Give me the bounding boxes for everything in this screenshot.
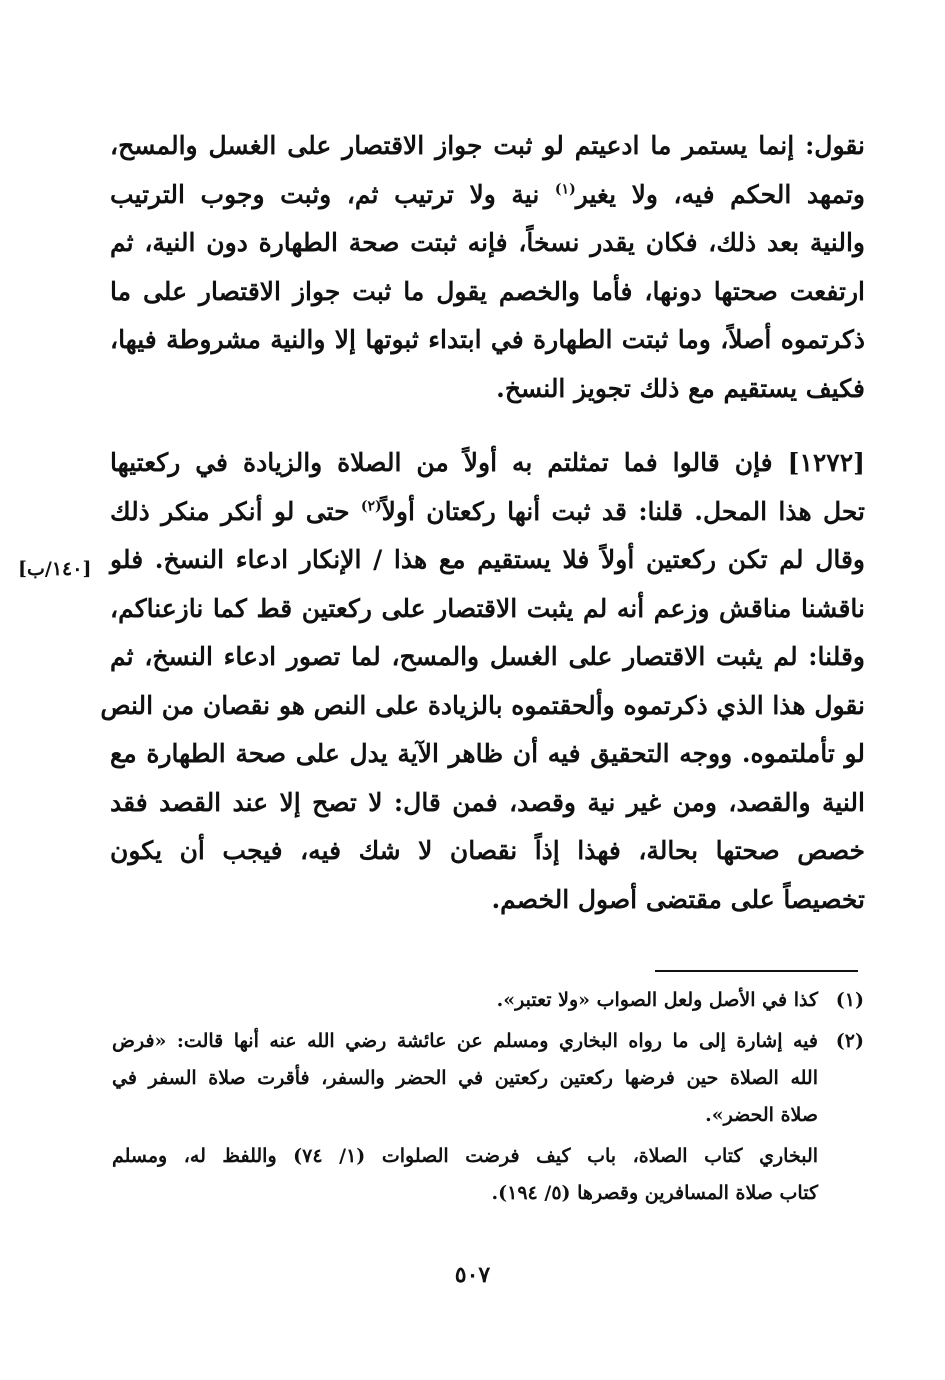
footnote-2-line: صلاة الحضر». xyxy=(705,1104,818,1126)
text-line xyxy=(110,171,865,220)
text-line: لو تأملتموه. ووجه التحقيق فيه أن ظاهر الآية يدل على صحة الطهارة مع xyxy=(110,739,865,768)
paragraph-number: [١٢٧٢] xyxy=(787,448,865,477)
text-line: ارتفعت صحتها دونها، فأما والخصم يقول ما ثبت جواز الاقتصار على ما xyxy=(110,276,865,306)
footnote-number: (٢) xyxy=(835,1030,864,1052)
text-line: خصص صحتها بحالة، فهذا إذاً نقصان لا شك فيه، فيجب أن يكون xyxy=(110,836,865,865)
footnote-1 xyxy=(112,982,864,1019)
footnotes xyxy=(112,982,864,1212)
text-segment: وتمهد الحكم فيه، ولا يغير xyxy=(575,179,865,209)
text-line: وقال لم تكن ركعتين أولاً فلا يستقيم مع هذا / الإنكار ادعاء النسخ. فلو xyxy=(110,545,865,574)
footnote-2-line xyxy=(112,1023,864,1060)
paragraph-gap xyxy=(110,413,865,439)
footnote-number: (١) xyxy=(835,989,864,1011)
footnote-marker: (١) xyxy=(554,181,576,198)
text-line: نقول هذا الذي ذكرتموه وألحقتموه بالزيادة على النص هو نقصان من النص xyxy=(100,690,865,720)
footnote-marker: (٢) xyxy=(360,498,382,515)
text-line: والنية بعد ذلك، فكان يقدر نسخاً، فإنه ثبتت صحة الطهارة دون النية، ثم xyxy=(110,228,865,257)
text-line: وقلنا: لم يثبت الاقتصار على الغسل والمسح، لما تصور ادعاء النسخ، ثم xyxy=(110,642,865,671)
footnote-2-source-line: كتاب صلاة المسافرين وقصرها (٥/ ١٩٤). xyxy=(491,1182,818,1204)
text-line: النية والقصد، ومن غير نية وقصد، فمن قال: لا تصح إلا عند القصد فقد xyxy=(110,787,865,817)
text-line: ناقشنا مناقش وزعم أنه لم يثبت الاقتصار على ركعتين قط كما نازعناكم، xyxy=(110,593,865,623)
page-number: ٥٠٧ xyxy=(454,1262,491,1288)
footnote-2-source-line: البخاري كتاب الصلاة، باب كيف فرضت الصلوات (١/ ٧٤) واللفظ له، ومسلم xyxy=(112,1145,819,1167)
text-segment: نية ولا ترتيب ثم، وثبت وجوب الترتيب xyxy=(110,179,555,209)
text-segment: حتى لو أنكر منكر ذلك xyxy=(110,496,361,526)
text-line: تخصيصاً على مقتضى أصول الخصم. xyxy=(491,884,865,914)
footnote-separator xyxy=(655,970,858,972)
text-segment: فإن قالوا فما تمثلتم به أولاً من الصلاة والزيادة في ركعتيها xyxy=(110,448,788,477)
text-segment: تحل هذا المحل. قلنا: قد ثبت أنها ركعتان أولاً xyxy=(381,496,865,526)
manuscript-folio-reference: [١٤٠/ب] xyxy=(18,558,92,580)
text-line xyxy=(110,439,865,488)
main-text xyxy=(100,122,865,924)
footnote-2-line: الله الصلاة حين فرضها ركعتين ركعتين في الحضر والسفر، فأقرت صلاة السفر في xyxy=(112,1067,818,1089)
text-line xyxy=(110,488,865,537)
footnote-text: فيه إشارة إلى ما رواه البخاري ومسلم عن عائشة رضي الله عنه أنها قالت: «فرض xyxy=(112,1030,818,1052)
footnote-text: كذا في الأصل ولعل الصواب «ولا تعتبر». xyxy=(496,989,818,1011)
text-line: فكيف يستقيم مع ذلك تجويز النسخ. xyxy=(496,373,865,403)
text-line: نقول: إنما يستمر ما ادعيتم لو ثبت جواز الاقتصار على الغسل والمسح، xyxy=(110,131,865,160)
text-line: ذكرتموه أصلاً، وما ثبتت الطهارة في ابتداء ثبوتها إلا والنية مشروطة فيها، xyxy=(110,325,865,354)
